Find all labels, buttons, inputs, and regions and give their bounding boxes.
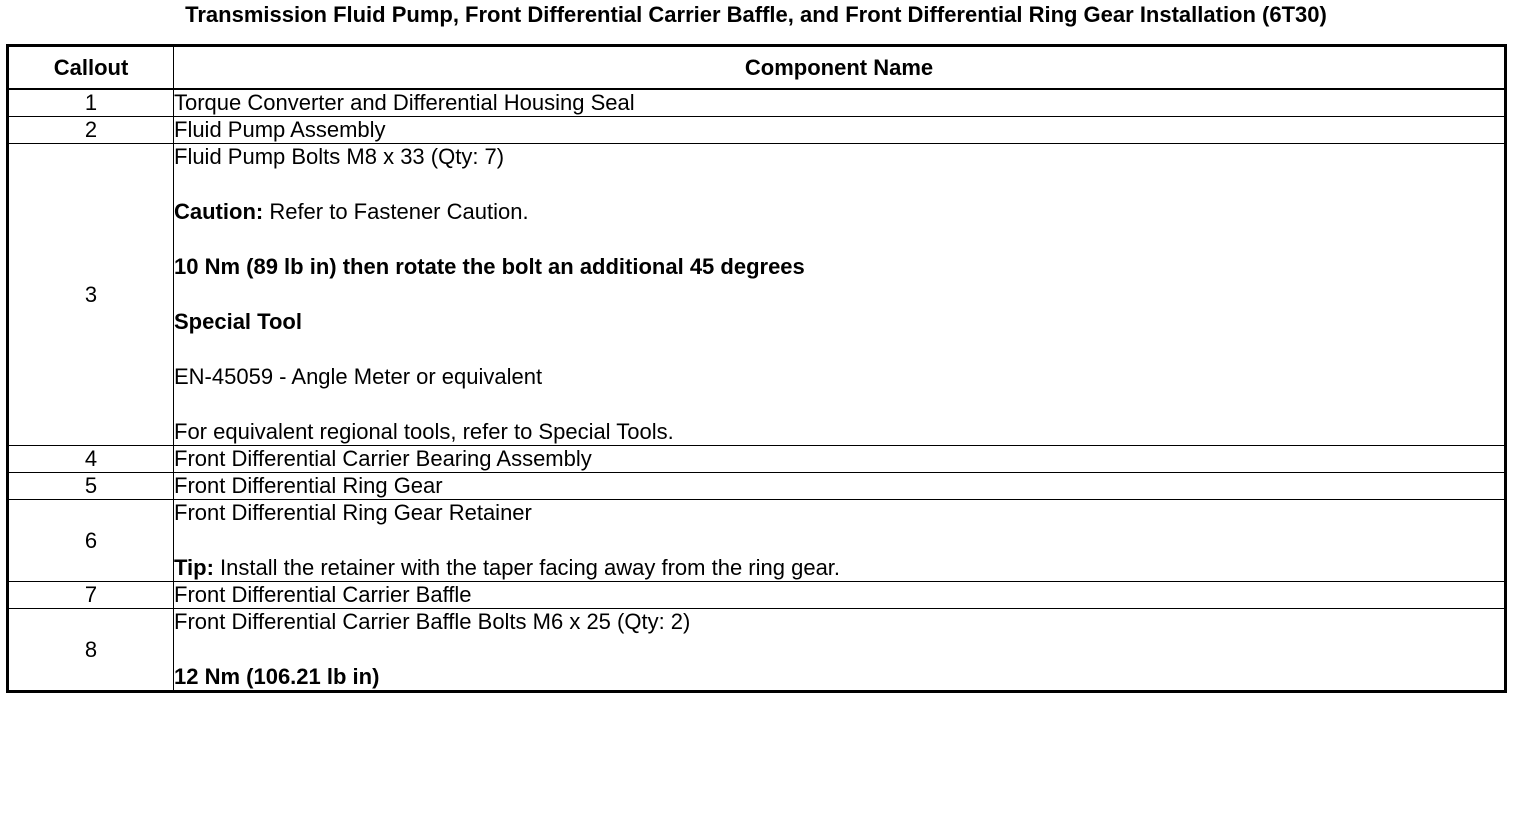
line-text: Install the retainer with the taper facing away from the ring gear. — [213, 555, 841, 580]
component-name-cell — [174, 609, 1506, 692]
line-text: Fluid Pump Bolts M8 x 33 (Qty: 7) — [174, 144, 505, 169]
callout-cell: 4 — [8, 446, 174, 473]
table-row — [8, 473, 1506, 500]
component-line — [174, 117, 1504, 143]
line-text: Front Differential Carrier Baffle — [174, 582, 472, 607]
callout-column-header: Callout — [8, 46, 174, 90]
line-text: Front Differential Carrier Bearing Assembly — [174, 446, 592, 471]
callout-cell: 6 — [8, 500, 174, 582]
line-text: EN-45059 - Angle Meter or equivalent — [174, 364, 543, 389]
line-text: Fluid Pump Assembly — [174, 117, 386, 142]
callout-cell: 2 — [8, 117, 174, 144]
callout-cell: 5 — [8, 473, 174, 500]
component-line — [174, 254, 1504, 280]
table-row — [8, 582, 1506, 609]
bold-text: Special Tool — [174, 309, 302, 334]
line-text: For equivalent regional tools, refer to Special Tools. — [174, 419, 674, 444]
line-text: Torque Converter and Differential Housing Seal — [174, 90, 635, 115]
component-line — [174, 664, 1504, 690]
table-row — [8, 89, 1506, 117]
table-body — [8, 89, 1506, 692]
table-header-row — [8, 46, 1506, 90]
table-row — [8, 117, 1506, 144]
callout-cell: 3 — [8, 144, 174, 446]
table-row — [8, 500, 1506, 582]
component-line — [174, 473, 1504, 499]
note-label: Tip: — [174, 555, 214, 580]
component-name-cell — [174, 117, 1506, 144]
component-name-cell — [174, 446, 1506, 473]
component-line — [174, 419, 1504, 445]
callout-cell: 8 — [8, 609, 174, 692]
component-line — [174, 144, 1504, 170]
table-row — [8, 144, 1506, 446]
component-line — [174, 446, 1504, 472]
component-line — [174, 582, 1504, 608]
callout-cell: 1 — [8, 89, 174, 117]
table-row — [8, 446, 1506, 473]
component-line — [174, 609, 1504, 635]
component-line — [174, 309, 1504, 335]
component-line — [174, 364, 1504, 390]
bold-text: 12 Nm (106.21 lb in) — [174, 664, 380, 689]
callout-cell: 7 — [8, 582, 174, 609]
component-name-cell — [174, 144, 1506, 446]
component-line — [174, 90, 1504, 116]
component-name-cell — [174, 89, 1506, 117]
line-text: Front Differential Ring Gear — [174, 473, 443, 498]
line-text: Refer to Fastener Caution. — [263, 199, 529, 224]
components-table — [6, 44, 1507, 693]
component-line — [174, 500, 1504, 526]
component-name-cell — [174, 473, 1506, 500]
component-line — [174, 555, 1504, 581]
line-text: Front Differential Ring Gear Retainer — [174, 500, 532, 525]
component-name-cell — [174, 500, 1506, 582]
component-column-header: Component Name — [174, 46, 1506, 90]
note-label: Caution: — [174, 199, 264, 224]
bold-text: 10 Nm (89 lb in) then rotate the bolt an additional 45 degrees — [174, 254, 805, 279]
component-name-cell — [174, 582, 1506, 609]
page-title: Transmission Fluid Pump, Front Differential Carrier Baffle, and Front Differential Ring Gear Installation (6T30) — [185, 2, 1327, 27]
line-text: Front Differential Carrier Baffle Bolts M6 x 25 (Qty: 2) — [174, 609, 691, 634]
table-row — [8, 609, 1506, 692]
component-line — [174, 199, 1504, 225]
